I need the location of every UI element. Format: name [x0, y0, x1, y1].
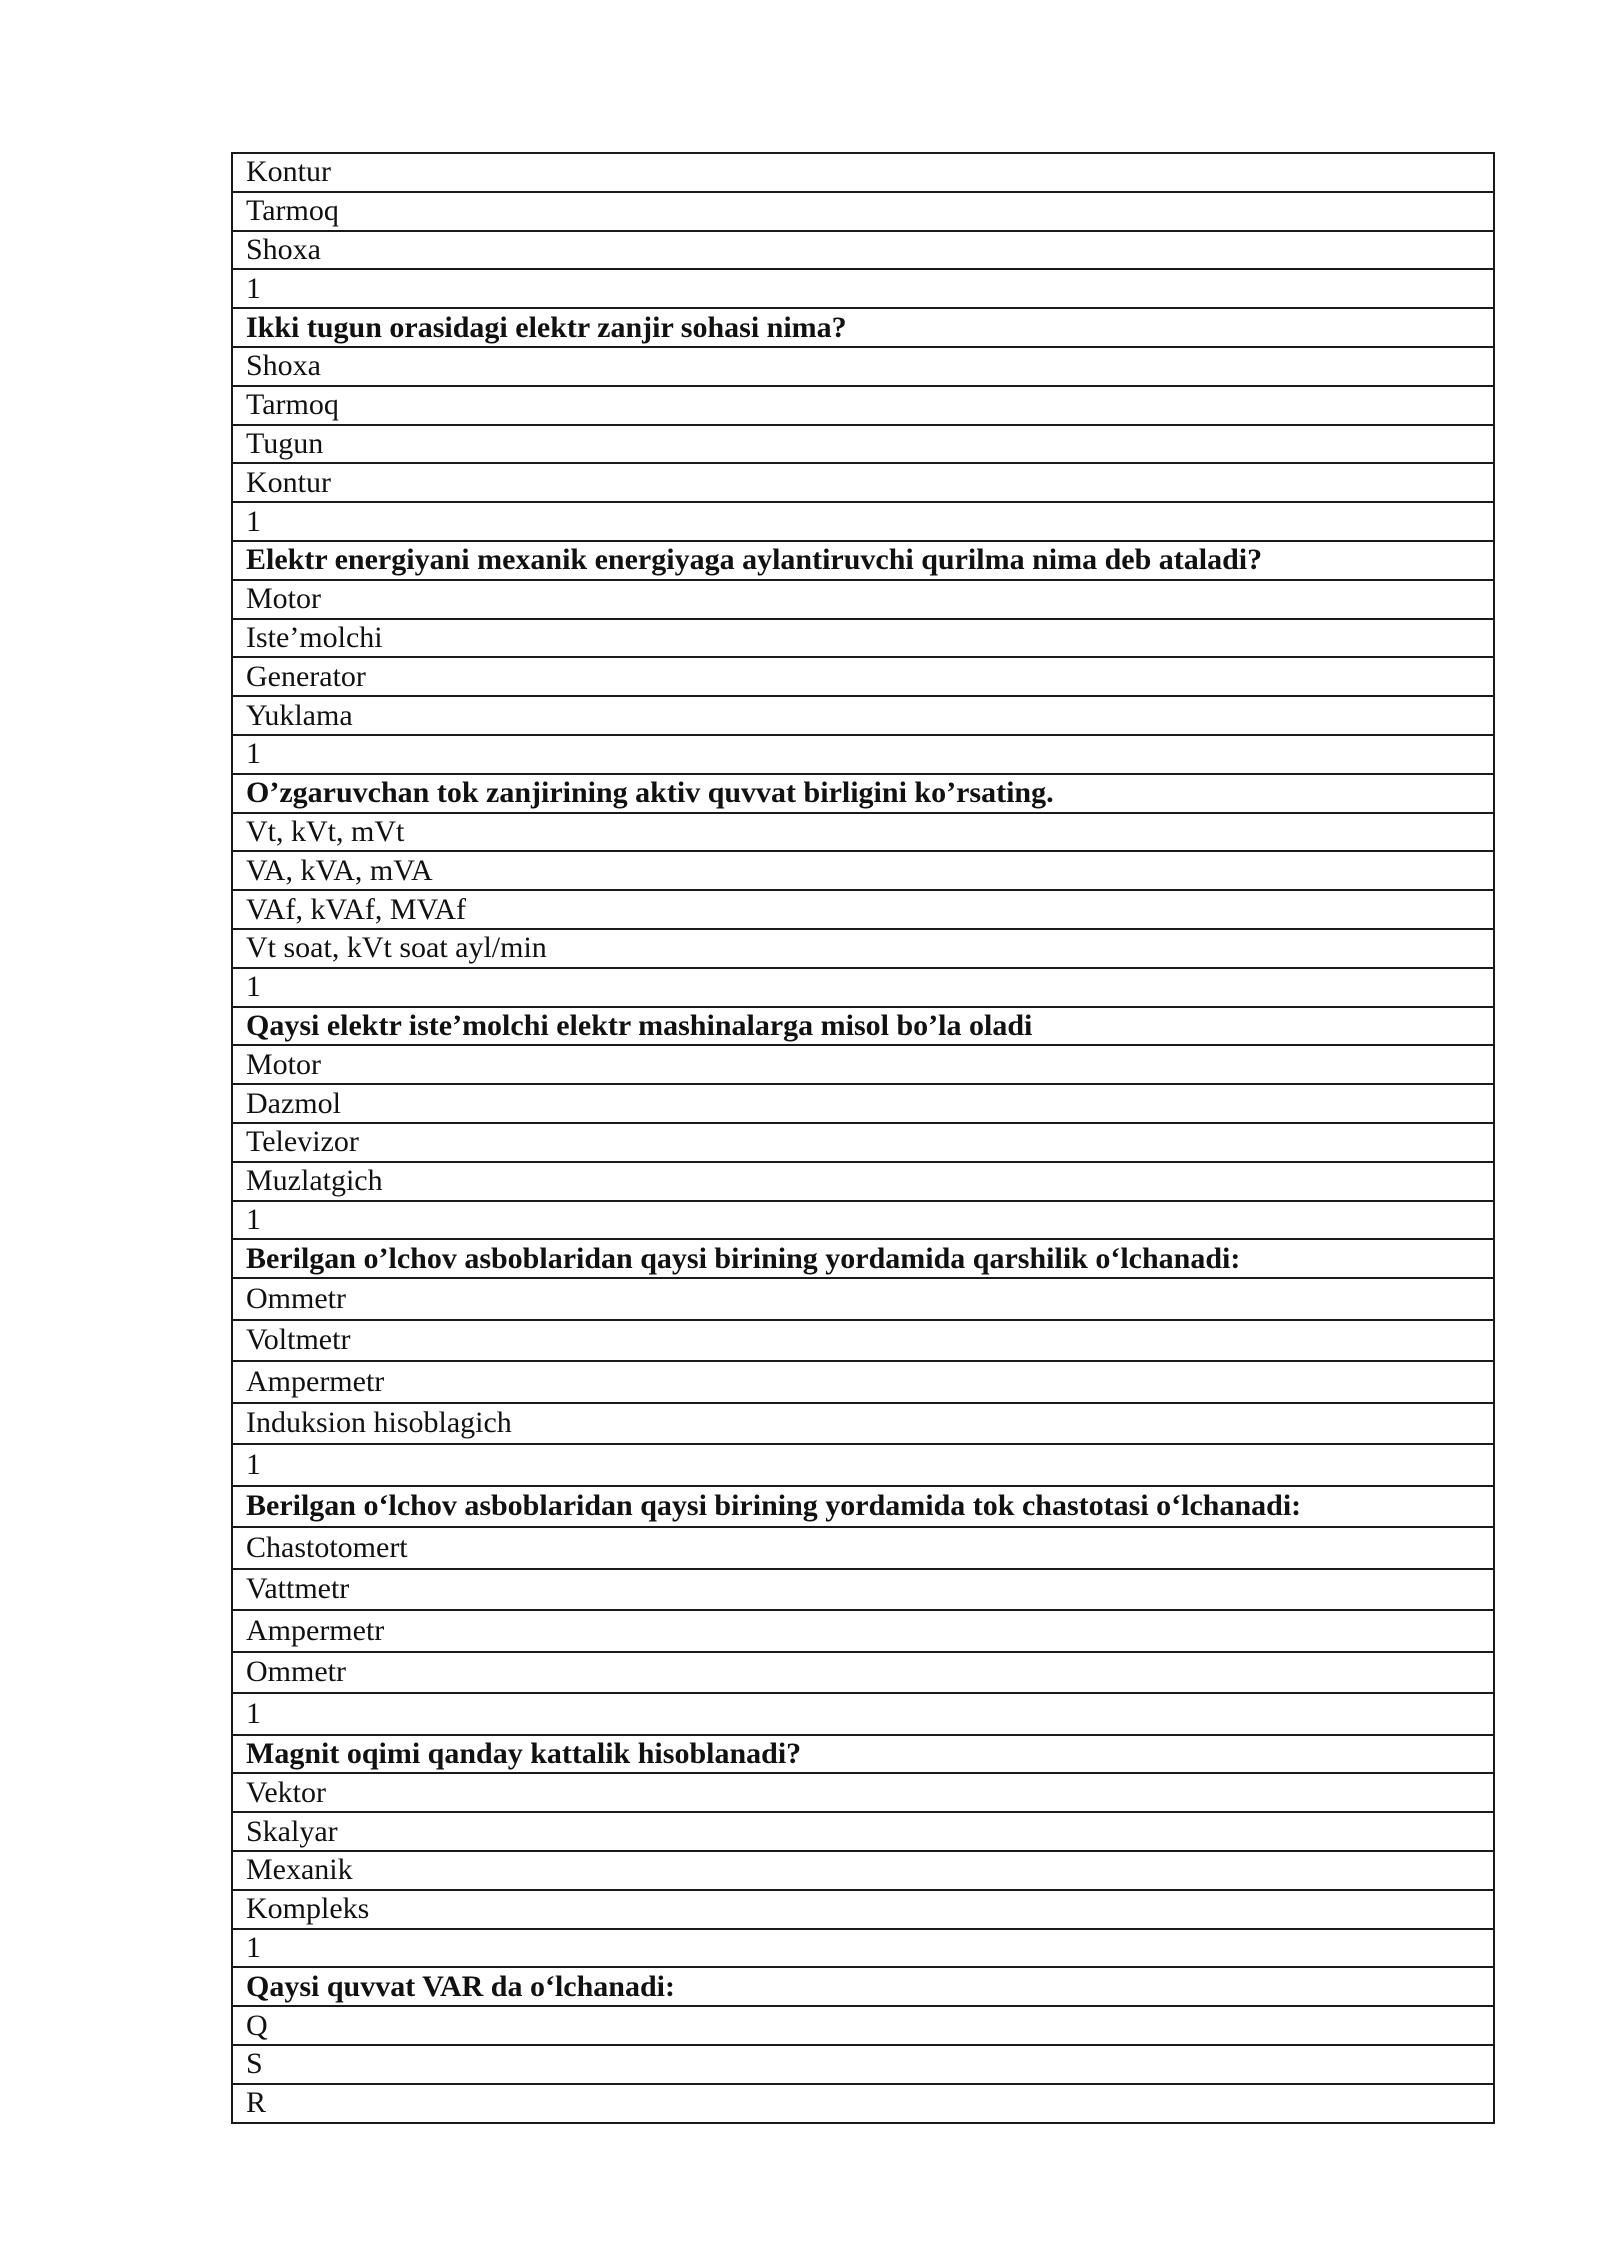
answer-row	[232, 1403, 1494, 1445]
answer-text: Voltmetr	[232, 1320, 1494, 1362]
question-row	[232, 774, 1494, 813]
answer-text: Motor	[232, 580, 1494, 619]
question-table-body	[232, 153, 1494, 2123]
answer-row	[232, 1278, 1494, 1320]
answer-text: Motor	[232, 1045, 1494, 1084]
question-row	[232, 541, 1494, 580]
answer-text: Tugun	[232, 425, 1494, 464]
question-text: Berilgan o‘lchov asboblaridan qaysi birining yordamida tok chastotasi o‘lchanadi:	[232, 1486, 1494, 1528]
answer-text: Shoxa	[232, 231, 1494, 270]
answer-row	[232, 696, 1494, 735]
answer-row	[232, 1123, 1494, 1162]
answer-row	[232, 1610, 1494, 1652]
row-number: 1	[232, 735, 1494, 774]
number-row	[232, 735, 1494, 774]
answer-text: S	[232, 2045, 1494, 2084]
row-number: 1	[232, 1444, 1494, 1486]
row-number: 1	[232, 1929, 1494, 1968]
answer-text: Dazmol	[232, 1084, 1494, 1123]
answer-text: Vektor	[232, 1773, 1494, 1812]
answer-text: Iste’molchi	[232, 619, 1494, 658]
answer-text: Ommetr	[232, 1278, 1494, 1320]
question-text: Qaysi elektr iste’molchi elektr mashinalarga misol bo’la oladi	[232, 1007, 1494, 1046]
answer-row	[232, 192, 1494, 231]
question-text: Qaysi quvvat VAR da o‘lchanadi:	[232, 1967, 1494, 2006]
answer-text: Shoxa	[232, 347, 1494, 386]
row-number: 1	[232, 968, 1494, 1007]
answer-text: VA, kVA, mVA	[232, 851, 1494, 890]
answer-row	[232, 657, 1494, 696]
answer-row	[232, 1652, 1494, 1694]
answer-text: Generator	[232, 657, 1494, 696]
answer-row	[232, 386, 1494, 425]
answer-text: Muzlatgich	[232, 1162, 1494, 1201]
row-number: 1	[232, 269, 1494, 308]
answer-text: Mexanik	[232, 1851, 1494, 1890]
row-number: 1	[232, 1201, 1494, 1240]
number-row	[232, 1201, 1494, 1240]
answer-row	[232, 619, 1494, 658]
number-row	[232, 269, 1494, 308]
question-text: Berilgan o’lchov asboblaridan qaysi birining yordamida qarshilik o‘lchanadi:	[232, 1239, 1494, 1278]
row-number: 1	[232, 1693, 1494, 1735]
question-text: Ikki tugun orasidagi elektr zanjir sohasi nima?	[232, 308, 1494, 347]
answer-row	[232, 851, 1494, 890]
answer-row	[232, 1773, 1494, 1812]
question-row	[232, 1967, 1494, 2006]
answer-text: Ampermetr	[232, 1361, 1494, 1403]
number-row	[232, 968, 1494, 1007]
answer-row	[232, 2084, 1494, 2123]
answer-text: Induksion hisoblagich	[232, 1403, 1494, 1445]
answer-text: Vattmetr	[232, 1569, 1494, 1611]
answer-text: Televizor	[232, 1123, 1494, 1162]
answer-row	[232, 1084, 1494, 1123]
answer-text: Kontur	[232, 463, 1494, 502]
question-table	[231, 152, 1495, 2124]
answer-text: Q	[232, 2006, 1494, 2045]
answer-text: Ampermetr	[232, 1610, 1494, 1652]
answer-row	[232, 2006, 1494, 2045]
answer-row	[232, 1527, 1494, 1569]
answer-text: VAf, kVAf, MVAf	[232, 890, 1494, 929]
answer-text: Chastotomert	[232, 1527, 1494, 1569]
answer-row	[232, 231, 1494, 270]
answer-text: Tarmoq	[232, 192, 1494, 231]
answer-row	[232, 929, 1494, 968]
answer-text: R	[232, 2084, 1494, 2123]
answer-text: Vt soat, kVt soat ayl/min	[232, 929, 1494, 968]
answer-row	[232, 463, 1494, 502]
answer-row	[232, 1890, 1494, 1929]
answer-text: Kontur	[232, 153, 1494, 192]
number-row	[232, 1693, 1494, 1735]
answer-text: Vt, kVt, mVt	[232, 813, 1494, 852]
answer-text: Skalyar	[232, 1812, 1494, 1851]
answer-text: Ommetr	[232, 1652, 1494, 1694]
answer-row	[232, 580, 1494, 619]
answer-row	[232, 153, 1494, 192]
number-row	[232, 502, 1494, 541]
number-row	[232, 1929, 1494, 1968]
question-row	[232, 1239, 1494, 1278]
answer-text: Tarmoq	[232, 386, 1494, 425]
question-text: O’zgaruvchan tok zanjirining aktiv quvvat birligini ko’rsating.	[232, 774, 1494, 813]
row-number: 1	[232, 502, 1494, 541]
question-row	[232, 1735, 1494, 1774]
answer-row	[232, 890, 1494, 929]
question-row	[232, 1007, 1494, 1046]
answer-row	[232, 1320, 1494, 1362]
question-text: Magnit oqimi qanday kattalik hisoblanadi?	[232, 1735, 1494, 1774]
answer-row	[232, 813, 1494, 852]
answer-row	[232, 1569, 1494, 1611]
question-row	[232, 308, 1494, 347]
answer-text: Yuklama	[232, 696, 1494, 735]
answer-row	[232, 1045, 1494, 1084]
answer-row	[232, 1361, 1494, 1403]
answer-text: Kompleks	[232, 1890, 1494, 1929]
answer-row	[232, 425, 1494, 464]
answer-row	[232, 2045, 1494, 2084]
answer-row	[232, 1851, 1494, 1890]
answer-row	[232, 347, 1494, 386]
answer-row	[232, 1812, 1494, 1851]
question-row	[232, 1486, 1494, 1528]
answer-row	[232, 1162, 1494, 1201]
question-text: Elektr energiyani mexanik energiyaga aylantiruvchi qurilma nima deb ataladi?	[232, 541, 1494, 580]
number-row	[232, 1444, 1494, 1486]
